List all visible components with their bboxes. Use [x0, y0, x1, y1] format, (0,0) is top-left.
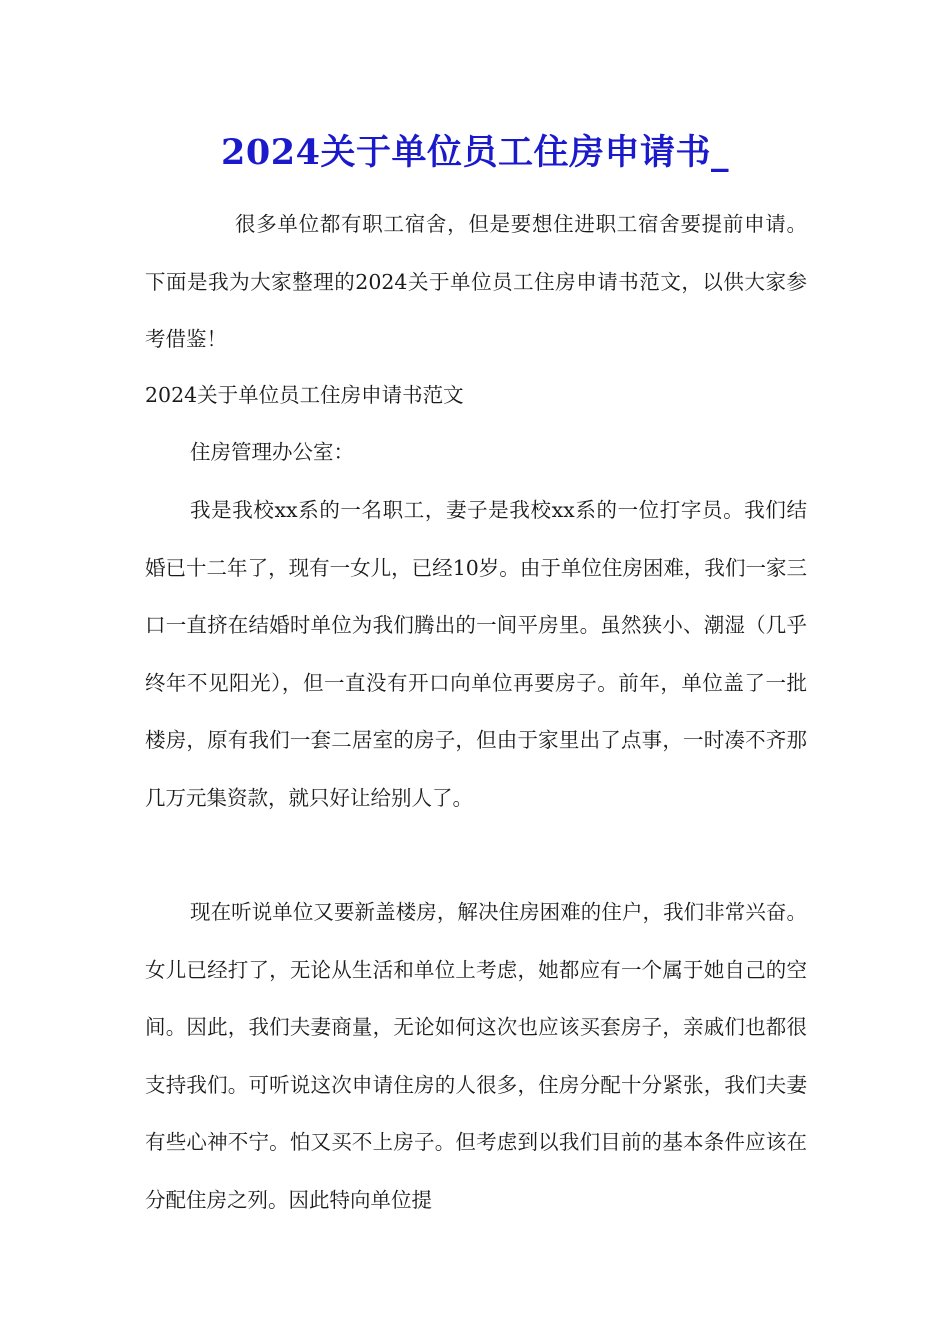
document-title: 2024关于单位员工住房申请书_ [221, 132, 729, 173]
salutation: 住房管理办公室： [190, 440, 354, 464]
section-subtitle: 2024关于单位员工住房申请书范文 [145, 383, 464, 407]
body-paragraph-2: 现在听说单位又要新盖楼房，解决住房困难的住户，我们非常兴奋。女儿已经打了，无论从生活和单位上考虑，她都应有一个属于她自己的空间。因此，我们夫妻商量，无论如何这次也应该买套房子，亲戚们也都很支持我们。可听说这次申请住房的人很多，住房分配十分紧张，我们夫妻有些心神不宁。怕又买不上房子。但考虑到以我们目前的基本条件应该在分配住房之列。因此特向单位提 [145, 900, 807, 1212]
intro-paragraph: 很多单位都有职工宿舍，但是要想住进职工宿舍要提前申请。下面是我为大家整理的2024关于单位员工住房申请书范文，以供大家参考借鉴！ [145, 212, 807, 351]
body-paragraph-1: 我是我校xx系的一名职工，妻子是我校xx系的一位打字员。我们结婚已十二年了，现有一女儿，已经10岁。由于单位住房困难，我们一家三口一直挤在结婚时单位为我们腾出的一间平房里。虽然狭小、潮湿（几乎终年不见阳光），但一直没有开口向单位再要房子。前年，单位盖了一批楼房，原有我们一套二居室的房子，但由于家里出了点事，一时凑不齐那几万元集资款，就只好让给别人了。 [145, 498, 807, 810]
